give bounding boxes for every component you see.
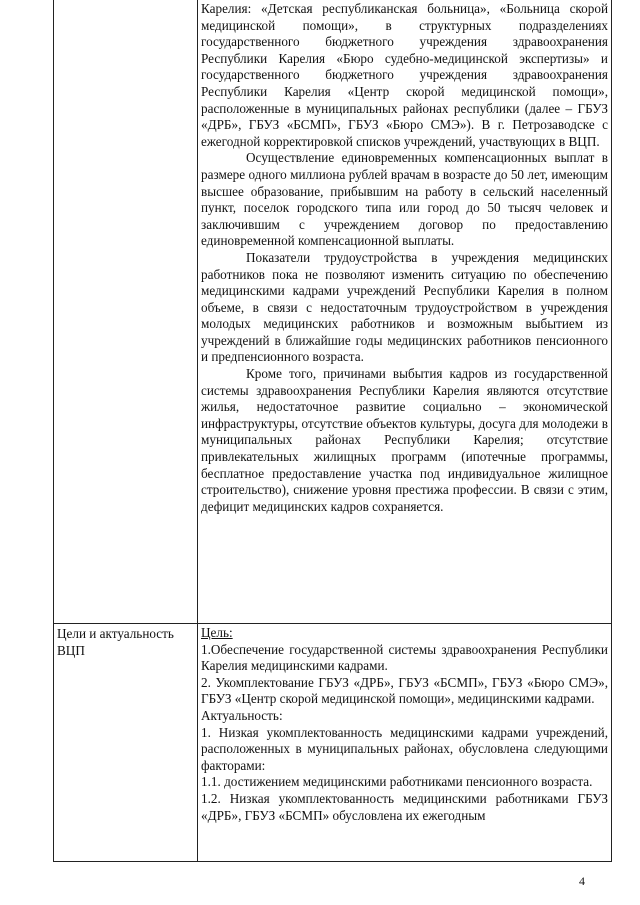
paragraph: Кроме того, причинами выбытия кадров из государственной системы здравоохранения Республики Карелия являются отсутствие жилья, недостаточное развитие социально – экономической инфраструктуры, отсутствие объектов культуры, досуга для молодежи в муниципальных районах Республики Карелия; отсутствие привлекательных жилищных программ (ипотечные программы, бесплатное предоставление участка под индивидуальное жилищное строительство), снижение уровня престижа профессии. В связи с этим, дефицит медицинских кадров сохраняется. (201, 366, 608, 514)
goal-item: 2. Укомплектование ГБУЗ «ДРБ», ГБУЗ «БСМП», ГБУЗ «Бюро СМЭ», ГБУЗ «Центр скорой медицинской помощи», медицинскими кадрами. (201, 674, 608, 707)
row-label-cell (54, 624, 198, 862)
goal-item: 1.Обеспечение государственной системы здравоохранения Республики Карелия медицинскими кадрами. (201, 641, 608, 674)
row-content-cell (198, 0, 612, 624)
goal-heading: Цель: (201, 625, 233, 640)
row-content-cell (198, 624, 612, 862)
paragraph: Карелия: «Детская республиканская больница», «Больница скорой медицинской помощи», в структурных подразделениях государственного бюджетного учреждения здравоохранения Республики Карелия «Бюро судебно-медицинской экспертизы» и государственного бюджетного учреждения здравоохранения Республики Карелия «Центр скорой медицинской помощи», расположенные в муниципальных районах республики (далее – ГБУЗ «ДРБ», ГБУЗ «БСМП», ГБУЗ «Бюро СМЭ»). В г. Петрозаводске с ежегодной корректировкой списков учреждений, участвующих в ВЦП. (201, 1, 608, 149)
row-label (54, 0, 197, 2)
relevance-item: 1.1. достижением медицинскими работниками пенсионного возраста. (201, 774, 593, 790)
relevance-item: 1. Низкая укомплектованность медицинскими кадрами учреждений, расположенных в муниципальных районах, обусловлена следующими факторами: (201, 724, 608, 773)
relevance-item: 1.2. Низкая укомплектованность медицинскими работниками ГБУЗ «ДРБ», ГБУЗ «БСМП» обусловлена их ежегодным (201, 790, 608, 823)
table-row (54, 624, 612, 862)
row-content (198, 624, 611, 824)
paragraph: Показатели трудоустройства в учреждения медицинских работников пока не позволяют изменить ситуацию по обеспечению медицинскими кадрами учреждений Республики Карелия в полном объеме, в связи с недостаточным трудоустройством в учреждения молодых медицинских работников и возможным выбытием из учреждений в ближайшие годы медицинских работников пенсионного и предпенсионного возраста. (201, 249, 608, 365)
row-content (198, 0, 611, 515)
page-number: 4 (579, 874, 585, 888)
row-label: Цели и актуальность ВЦП (57, 626, 174, 658)
table-row (54, 0, 612, 624)
paragraph: Осуществление единовременных компенсационных выплат в размере одного миллиона рублей врачам в возрасте до 50 лет, имеющим высшее образование, прибывшим на работу в сельский населенный пункт, поселок городского типа или город до 50 тысяч человек и заключившим с учреждением договор по предоставлению единовременной компенсационной выплаты. (201, 150, 608, 249)
row-label-cell (54, 0, 198, 624)
relevance-heading: Актуальность: (201, 707, 283, 723)
program-table (53, 0, 612, 862)
